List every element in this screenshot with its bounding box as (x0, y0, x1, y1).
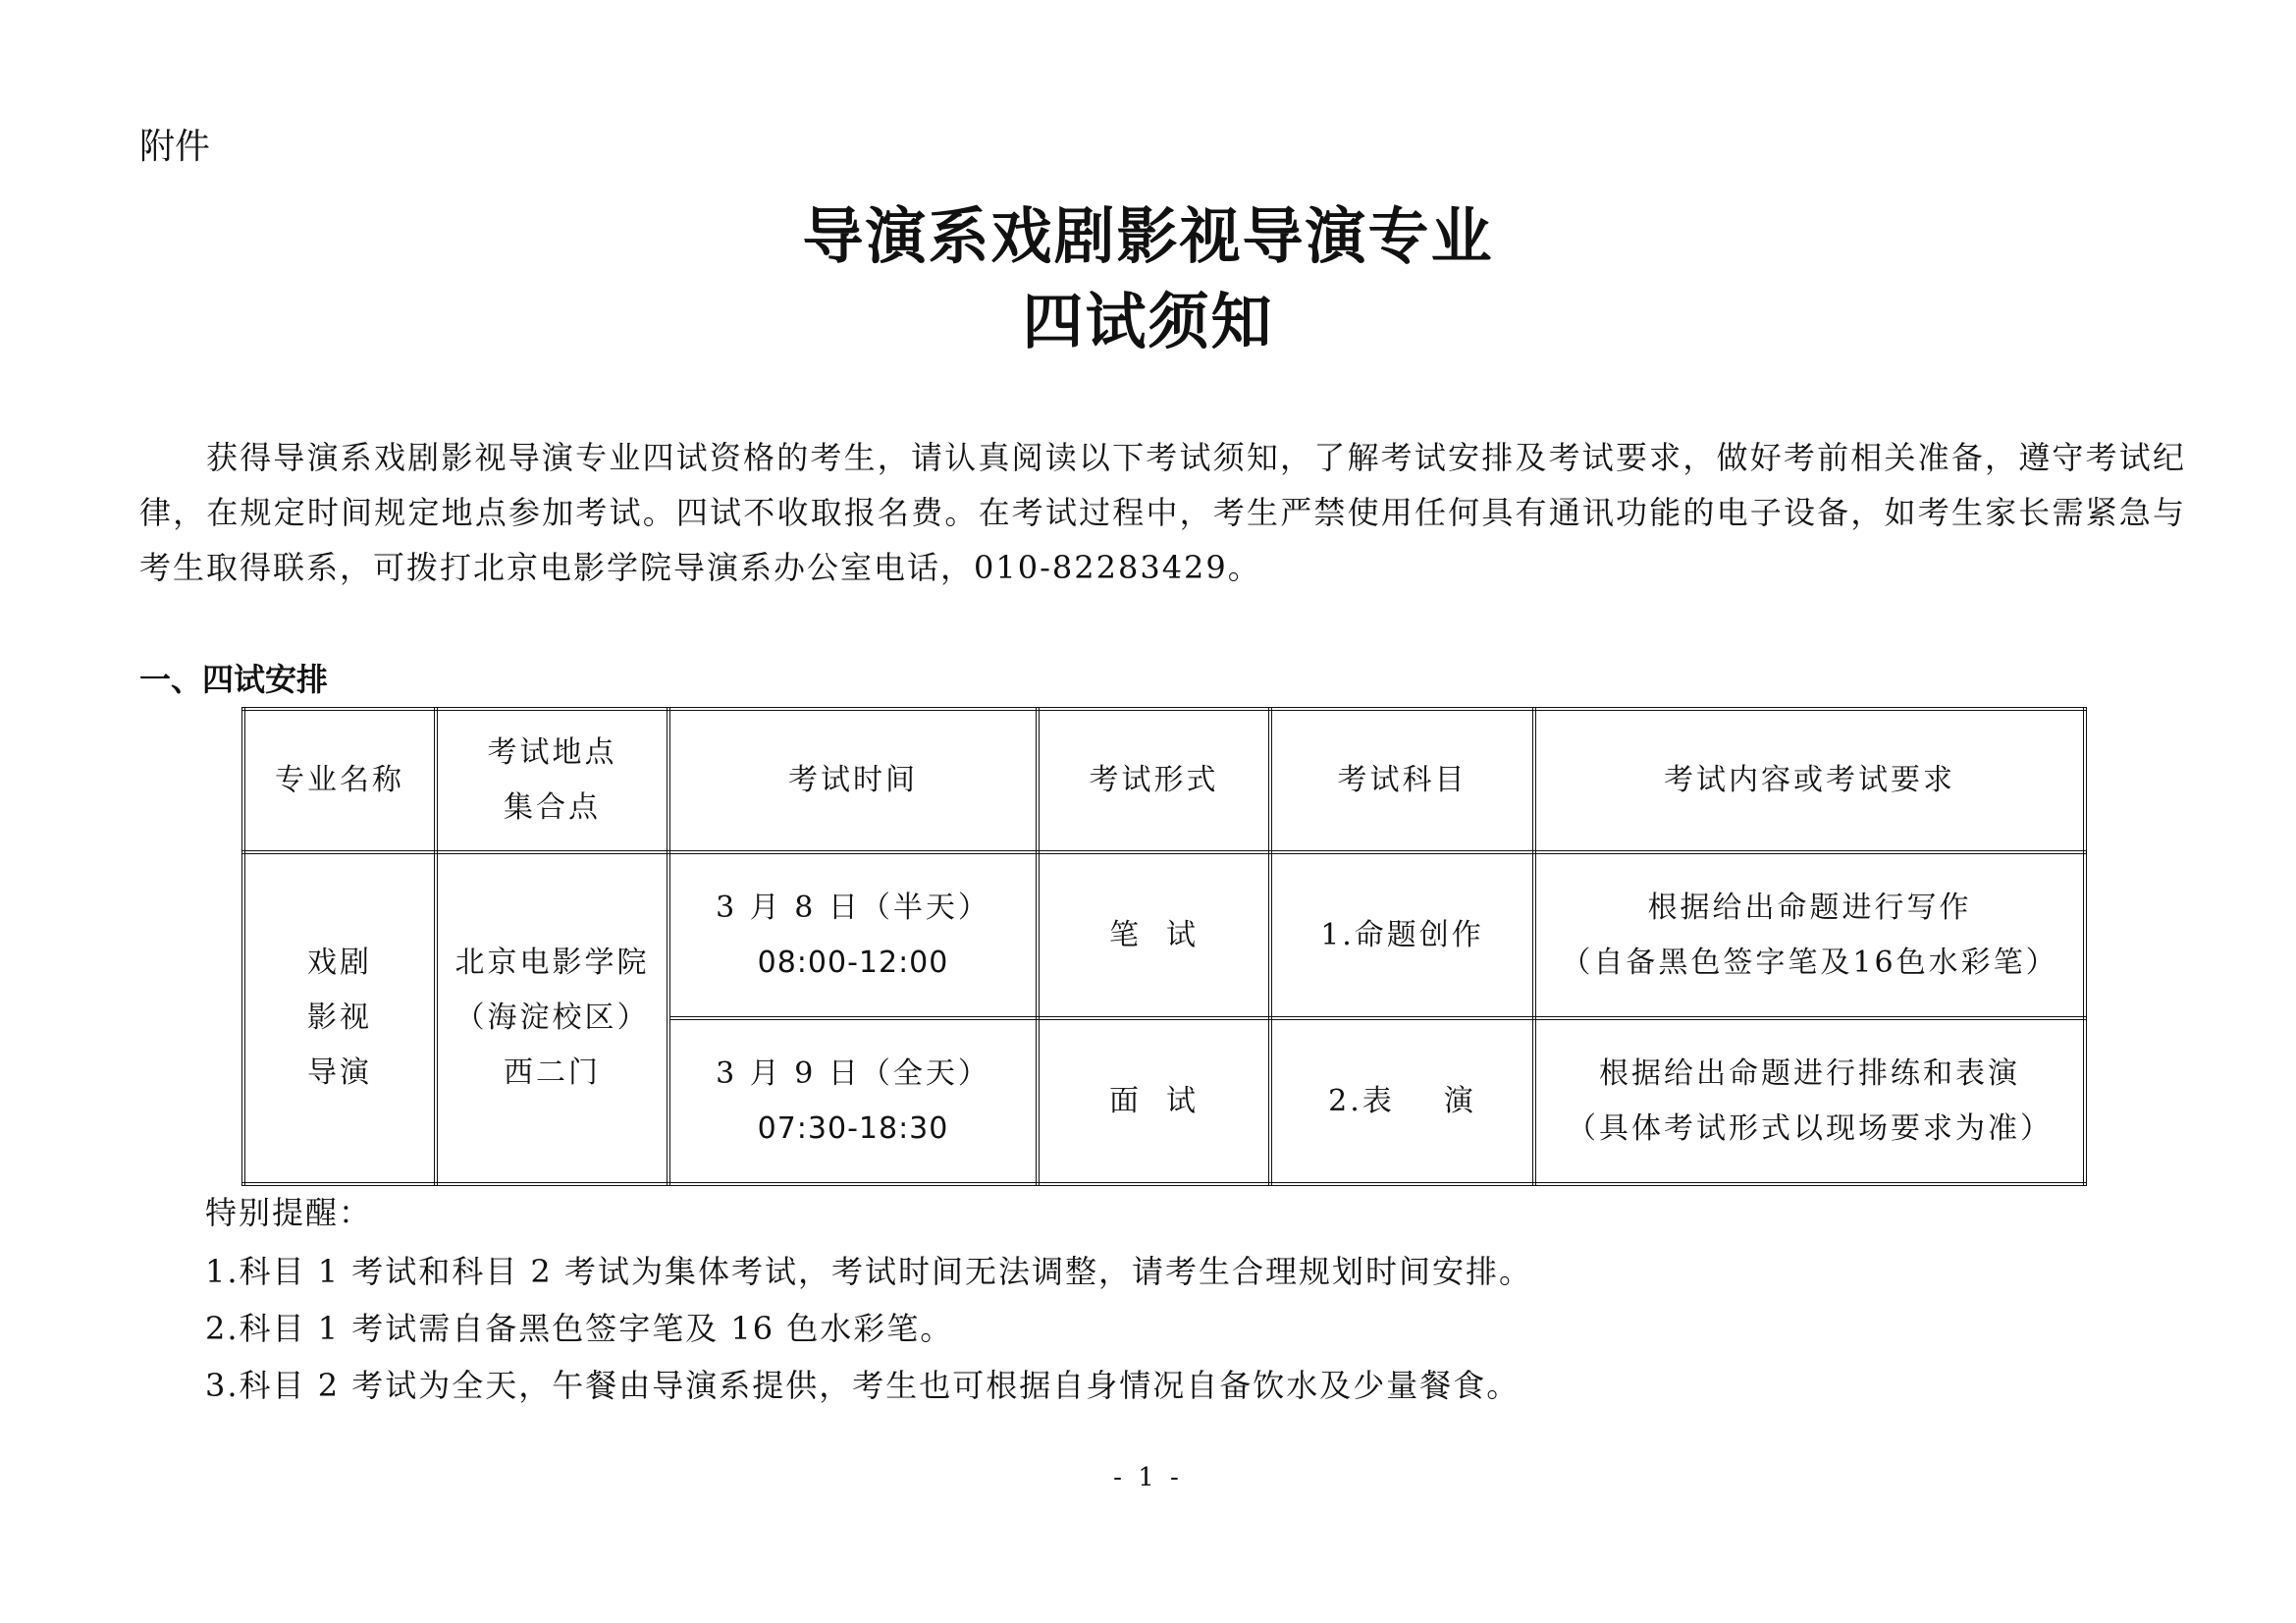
cell-location (436, 852, 668, 1184)
cell-time (668, 1018, 1038, 1184)
list-item: 1.科目 1 考试和科目 2 考试为集体考试，考试时间无法调整，请考生合理规划时间安排。 (205, 1253, 1532, 1290)
section-heading-schedule: 一、四试安排 (139, 661, 329, 698)
content-line1: 根据给出命题进行排练和表演 (1599, 1055, 2020, 1091)
table-header-row (243, 709, 2085, 852)
header-location-line1: 考试地点 (487, 735, 617, 770)
exam-hours: 08:00-12:00 (757, 945, 949, 980)
location-line: （海淀校区） (454, 1001, 650, 1035)
list-item: 3.科目 2 考试为全天，午餐由导演系提供，考生也可根据自身情况自备饮水及少量餐食。 (205, 1367, 1521, 1404)
location-line: 北京电影学院 (454, 946, 650, 980)
header-time: 考试时间 (668, 709, 1038, 852)
exam-date: 3 月 8 日（半天） (716, 890, 990, 925)
reminder-list (205, 1243, 1532, 1414)
reminder-title: 特别提醒： (205, 1194, 373, 1231)
page-number: - 1 - (1113, 1463, 1183, 1492)
content-line1: 根据给出命题进行写作 (1647, 890, 1972, 925)
table-row (243, 852, 2085, 1018)
header-format: 考试形式 (1038, 709, 1270, 852)
cell-major (243, 852, 436, 1184)
header-content: 考试内容或考试要求 (1534, 709, 2085, 852)
major-line: 导演 (307, 1055, 372, 1090)
content-line2: （具体考试形式以现场要求为准） (1567, 1110, 2053, 1146)
cell-subject: 2.表 演 (1270, 1018, 1534, 1184)
major-line: 戏剧 (307, 946, 372, 980)
cell-content (1534, 1018, 2085, 1184)
header-subject: 考试科目 (1270, 709, 1534, 852)
header-location-line2: 集合点 (504, 790, 601, 825)
cell-format: 面 试 (1038, 1018, 1270, 1184)
exam-date: 3 月 9 日（全天） (716, 1055, 990, 1091)
cell-time (668, 852, 1038, 1018)
exam-schedule-table (241, 707, 2087, 1186)
content-line2: （自备黑色签字笔及16色水彩笔） (1561, 945, 2058, 980)
list-item: 2.科目 1 考试需自备黑色签字笔及 16 色水彩笔。 (205, 1310, 954, 1347)
exam-hours: 07:30-18:30 (757, 1110, 949, 1146)
header-major: 专业名称 (243, 709, 436, 852)
header-location (436, 709, 668, 852)
cell-format: 笔 试 (1038, 852, 1270, 1018)
intro-paragraph: 获得导演系戏剧影视导演专业四试资格的考生，请认真阅读以下考试须知，了解考试安排及考试要求，做好考前相关准备，遵守考试纪律，在规定时间规定地点参加考试。四试不收取报名费。在考试过程中，考生严禁使用任何具有通讯功能的电子设备，如考生家长需紧急与考生取得联系，可拨打北京电影学院导演系办公室电话，010-82283429。 (139, 439, 2186, 586)
attachment-label: 附件 (139, 127, 211, 167)
cell-content (1534, 852, 2085, 1018)
location-line: 西二门 (504, 1055, 601, 1090)
cell-subject: 1.命题创作 (1270, 852, 1534, 1018)
document-title-line1: 导演系戏剧影视导演专业 (802, 200, 1494, 272)
major-line: 影视 (307, 1001, 372, 1035)
document-title-line2: 四试须知 (1022, 286, 1274, 357)
